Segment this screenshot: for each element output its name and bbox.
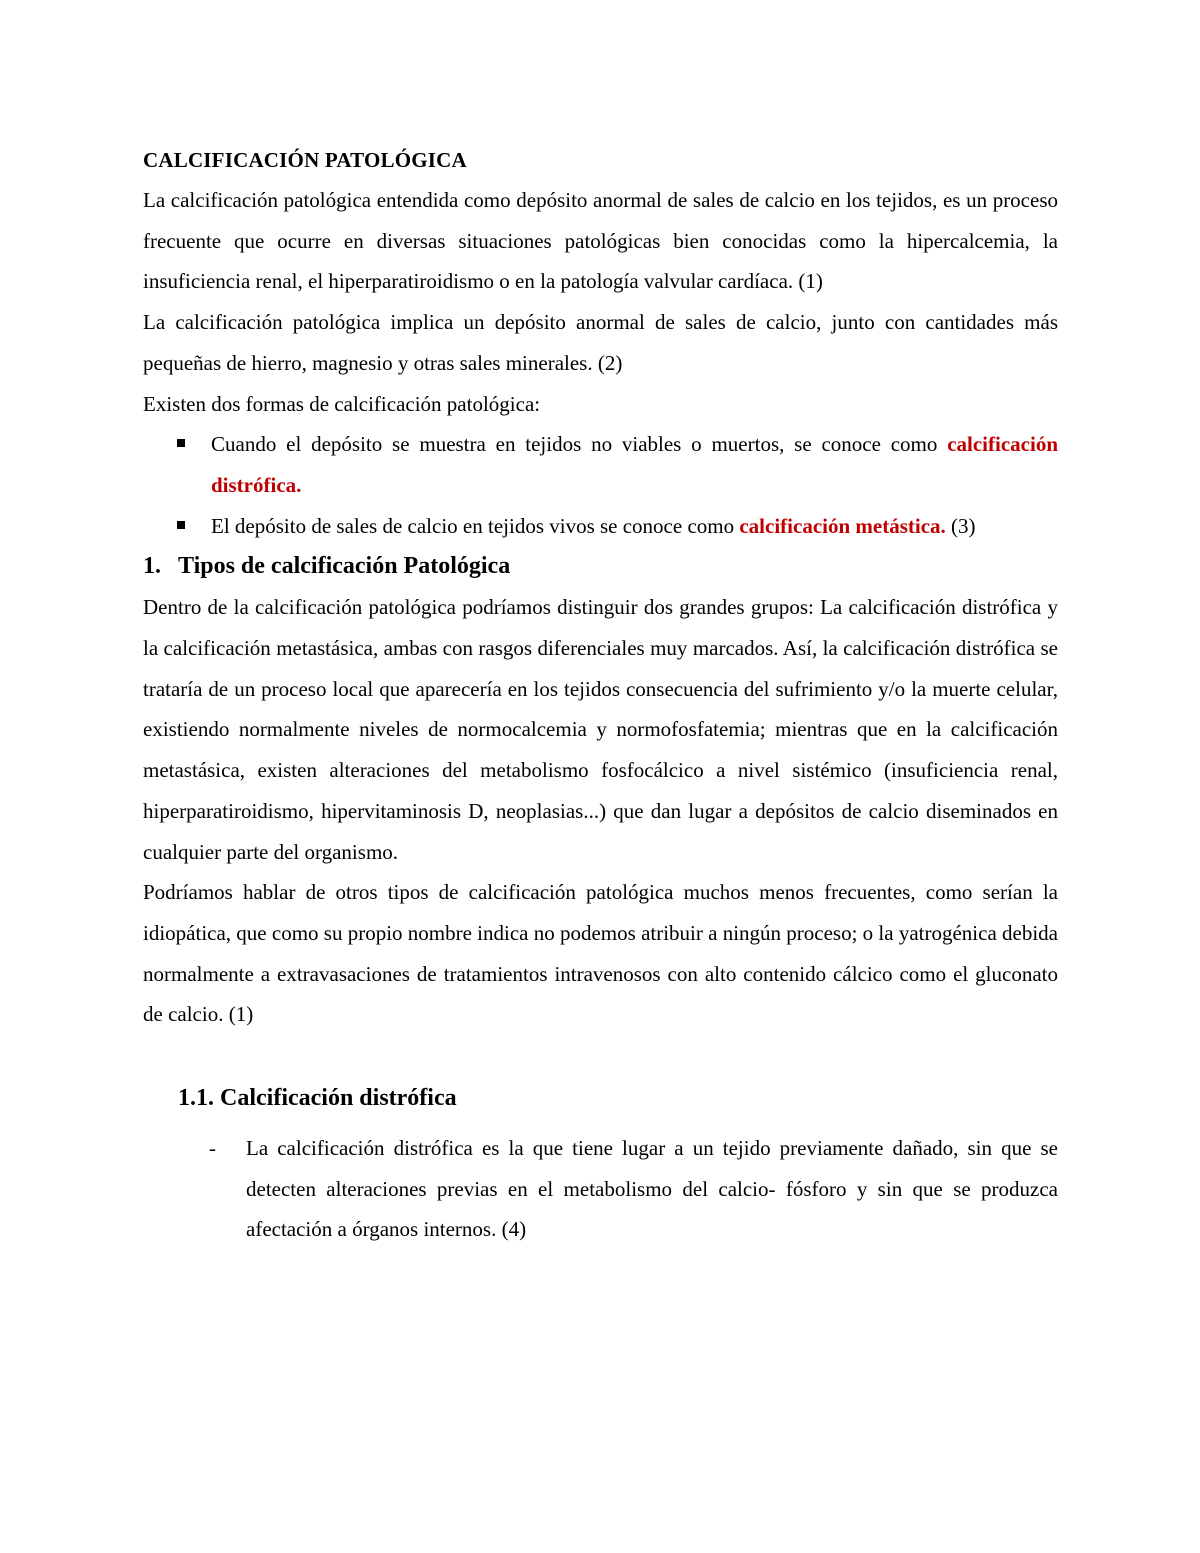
calcification-forms-list bbox=[143, 424, 1058, 546]
section-heading-1 bbox=[143, 546, 1058, 587]
distrophic-list bbox=[143, 1128, 1058, 1250]
bullet-after: (3) bbox=[945, 513, 976, 538]
spacer bbox=[143, 1118, 1058, 1128]
spacer bbox=[143, 1035, 1058, 1078]
section-1-paragraph-2: Podríamos hablar de otros tipos de calcificación patológica muchos menos frecuentes, como serían la idiopática, que como su propio nombre indica no podemos atribuir a ningún proceso; o la yatrogénica debida normalmente a extravasaciones de tratamientos intravenosos con alto contenido cálcico como el gluconato de calcio. (1) bbox=[143, 880, 1058, 1027]
list-item bbox=[143, 1128, 1058, 1250]
bullet-text: El depósito de sales de calcio en tejidos vivos se conoce como bbox=[211, 513, 740, 538]
highlight-term: calcificación metástica. bbox=[739, 513, 946, 538]
bullet-text: Cuando el depósito se muestra en tejidos no viables o muertos, se conoce como bbox=[211, 432, 948, 457]
subsection-title: Calcificación distrófica bbox=[220, 1085, 457, 1112]
intro-paragraph-1: La calcificación patológica entendida como depósito anormal de sales de calcio en los tejidos, es un proceso frecuente que ocurre en diversas situaciones patológicas bien conocidas como la hipercalcemia, la insuficiencia renal, el hiperparatiroidismo o en la patología valvular cardíaca. (1) bbox=[143, 188, 1058, 294]
section-1-paragraph-1: Dentro de la calcificación patológica podríamos distinguir dos grandes grupos: La calcificación distrófica y la calcificación metastásica, ambas con rasgos diferenciales muy marcados. Así, la calcificación distrófica se trataría de un proceso local que aparecería en los tejidos consecuencia del sufrimiento y/o la muerte celular, existiendo normalmente niveles de normocalcemia y normofosfatemia; mientras que en la calcificación metastásica, existen alteraciones del metabolismo fosfocálcico a nivel sistémico (insuficiencia renal, hiperparatiroidismo, hipervitaminosis D, neoplasias...) que dan lugar a depósitos de calcio diseminados en cualquier parte del organismo. bbox=[143, 595, 1058, 864]
highlight-term: calcificación distrófica. bbox=[211, 432, 1058, 497]
section-title: Tipos de calcificación Patológica bbox=[178, 553, 511, 580]
list-item bbox=[143, 506, 1058, 547]
document-page bbox=[143, 140, 1058, 1250]
square-bullet-icon bbox=[177, 521, 185, 529]
dash-item-text: La calcificación distrófica es la que tiene lugar a un tejido previamente dañado, sin que se detecten alteraciones previas en el metabolismo del calcio- fósforo y sin que se produzca afectación a órganos internos. (4) bbox=[246, 1136, 1058, 1242]
square-bullet-icon bbox=[177, 439, 185, 447]
dash-marker: - bbox=[209, 1136, 216, 1161]
list-item bbox=[143, 424, 1058, 505]
section-heading-1-1 bbox=[143, 1078, 1058, 1118]
section-number: 1. bbox=[143, 553, 161, 580]
intro-paragraph-3: Existen dos formas de calcificación patológica: bbox=[143, 391, 541, 416]
subsection-number: 1.1. bbox=[178, 1085, 214, 1112]
document-title: CALCIFICACIÓN PATOLÓGICA bbox=[143, 148, 467, 172]
intro-paragraph-2: La calcificación patológica implica un depósito anormal de sales de calcio, junto con cantidades más pequeñas de hierro, magnesio y otras sales minerales. (2) bbox=[143, 310, 1058, 375]
